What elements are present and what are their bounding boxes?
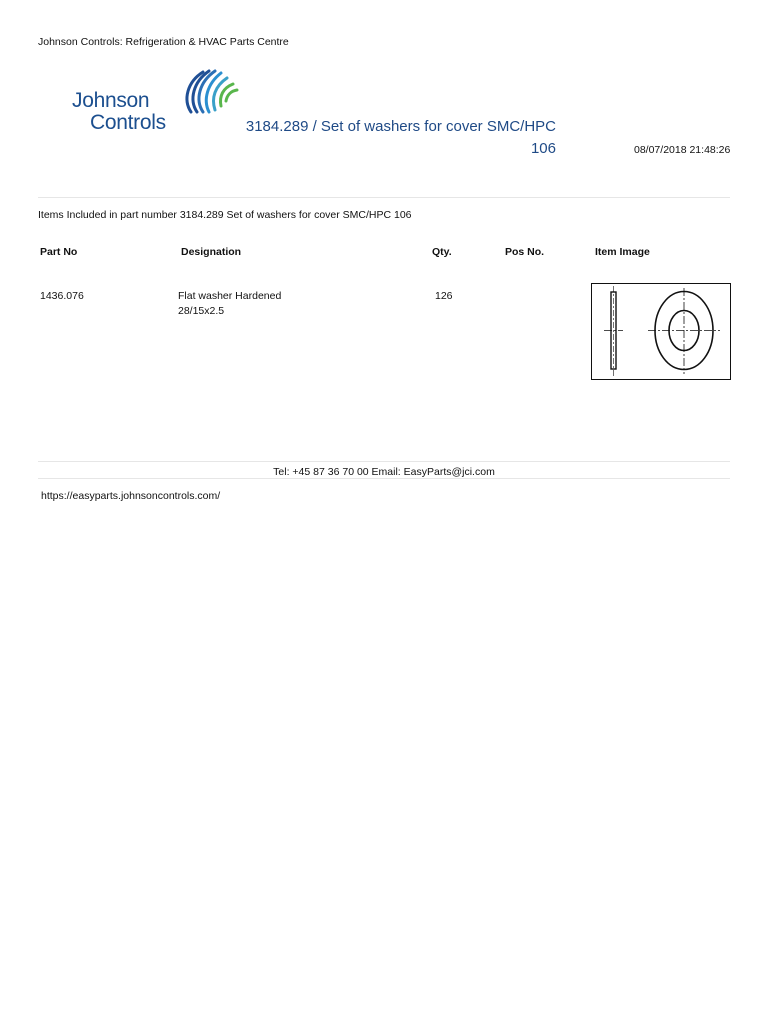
divider	[38, 197, 730, 198]
flat-washer-drawing-icon	[592, 284, 730, 379]
cell-part-no: 1436.076	[40, 290, 84, 302]
column-header-part-no: Part No	[40, 246, 78, 258]
divider	[38, 478, 730, 479]
designation-line2: 28/15x2.5	[178, 305, 225, 317]
designation-line1: Flat washer Hardened	[178, 290, 282, 302]
cell-designation	[178, 289, 281, 319]
column-header-item-image: Item Image	[595, 246, 650, 258]
johnson-controls-logo	[72, 68, 237, 134]
column-header-designation: Designation	[181, 246, 242, 258]
item-image	[591, 283, 731, 380]
site-title: Johnson Controls: Refrigeration & HVAC Parts Centre	[38, 36, 289, 48]
logo-swirl-icon	[179, 68, 239, 118]
column-header-qty: Qty.	[432, 246, 452, 258]
logo-text-line2: Controls	[90, 111, 166, 134]
intro-text: Items Included in part number 3184.289 Set of washers for cover SMC/HPC 106	[38, 209, 412, 221]
document-title	[232, 116, 556, 160]
timestamp: 08/07/2018 21:48:26	[634, 144, 731, 156]
divider	[38, 461, 730, 462]
footer-contact: Tel: +45 87 36 70 00 Email: EasyParts@jci.com	[273, 466, 495, 478]
document-title-line2: 106	[530, 140, 556, 157]
document-title-line1: 3184.289 / Set of washers for cover SMC/HPC	[245, 118, 556, 135]
cell-qty: 126	[435, 290, 453, 302]
logo-text-line1: Johnson	[72, 89, 150, 112]
footer-url-link[interactable]: https://easyparts.johnsoncontrols.com/	[41, 490, 221, 502]
column-header-pos-no: Pos No.	[505, 246, 545, 258]
